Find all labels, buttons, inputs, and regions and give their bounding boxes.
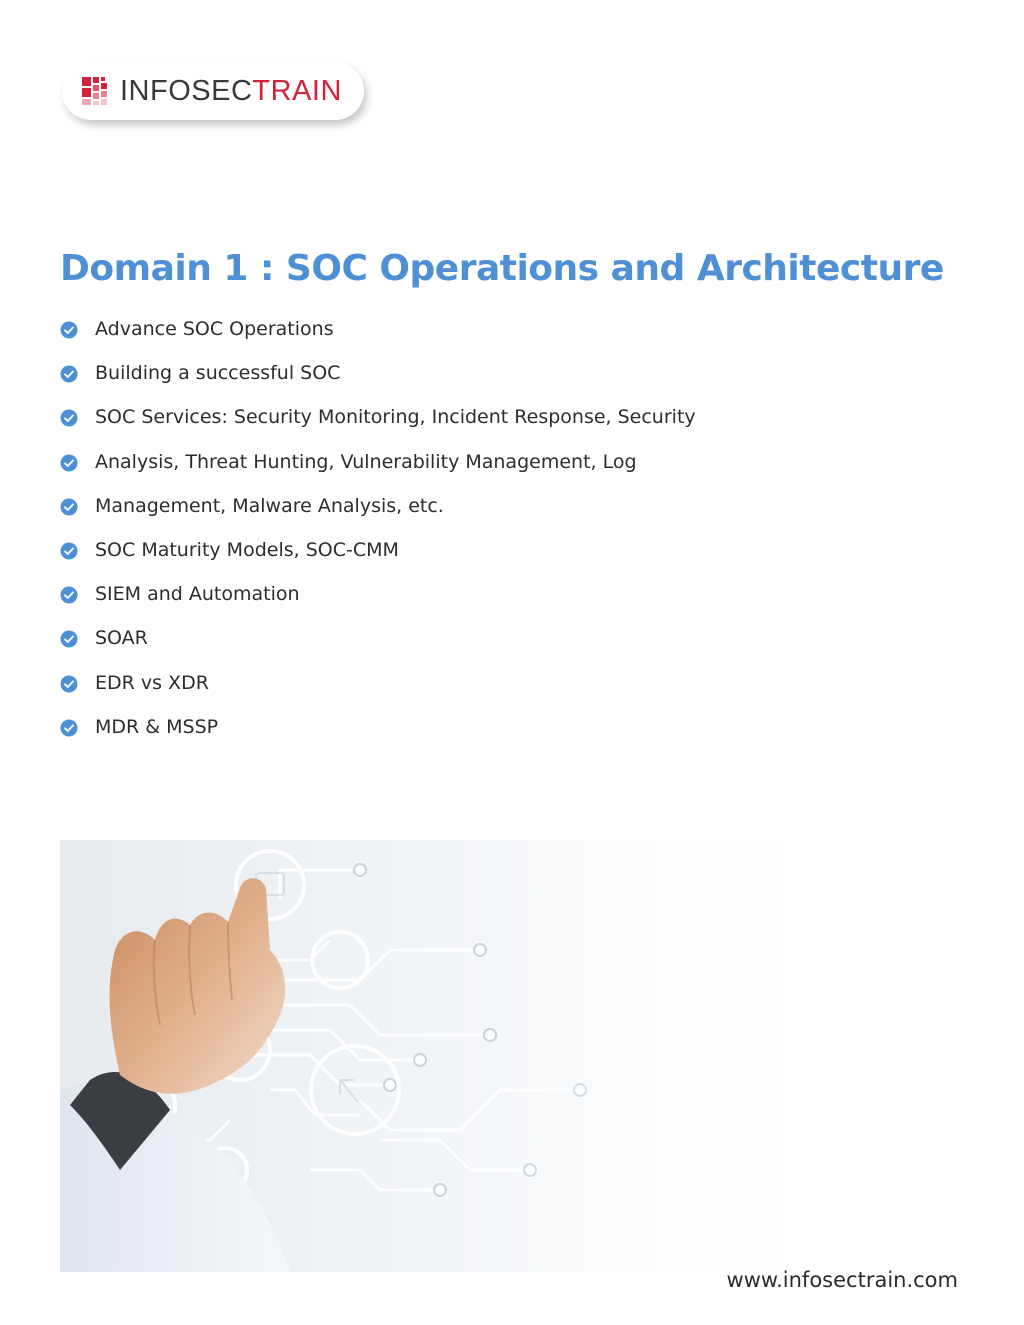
list-item-text: Building a successful SOC (95, 362, 341, 385)
logo-text-infosec: INFOSEC (120, 75, 253, 107)
list-item-text: SOAR (95, 627, 148, 650)
list-item (60, 447, 696, 491)
list-item-text: MDR & MSSP (95, 715, 219, 738)
footer-url: www.infosectrain.com (726, 1268, 958, 1292)
topic-list (60, 314, 696, 756)
check-circle-icon (60, 365, 78, 383)
logo-text-train: TRAIN (252, 75, 342, 107)
list-item-text: SOC Services: Security Monitoring, Incident Response, Security (95, 406, 696, 429)
check-circle-icon (60, 542, 78, 560)
check-circle-icon (60, 498, 78, 516)
infosectrain-logo-icon (82, 77, 108, 105)
list-item (60, 491, 696, 535)
check-circle-icon (60, 409, 78, 427)
check-circle-icon (60, 719, 78, 737)
list-item-text: Analysis, Threat Hunting, Vulnerability Management, Log (95, 450, 637, 473)
domain-heading: Domain 1 : SOC Operations and Architecture (60, 248, 944, 289)
list-item (60, 712, 696, 756)
list-item (60, 579, 696, 623)
check-circle-icon (60, 321, 78, 339)
list-item-text: EDR vs XDR (95, 671, 209, 694)
list-item (60, 314, 696, 358)
logo-wordmark (120, 76, 342, 106)
logo-badge (62, 62, 364, 120)
list-item-text: Advance SOC Operations (95, 318, 334, 340)
check-circle-icon (60, 675, 78, 693)
hand-touch-interface-image (60, 840, 845, 1272)
list-item-text: Management, Malware Analysis, etc. (95, 494, 444, 517)
list-item (60, 535, 696, 579)
list-item-text: SOC Maturity Models, SOC-CMM (95, 538, 399, 561)
list-item (60, 358, 696, 402)
check-circle-icon (60, 454, 78, 472)
check-circle-icon (60, 586, 78, 604)
check-circle-icon (60, 630, 78, 648)
list-item (60, 668, 696, 712)
list-item (60, 402, 696, 446)
list-item (60, 623, 696, 667)
hero-illustration (60, 840, 845, 1272)
list-item-text: SIEM and Automation (95, 583, 300, 606)
